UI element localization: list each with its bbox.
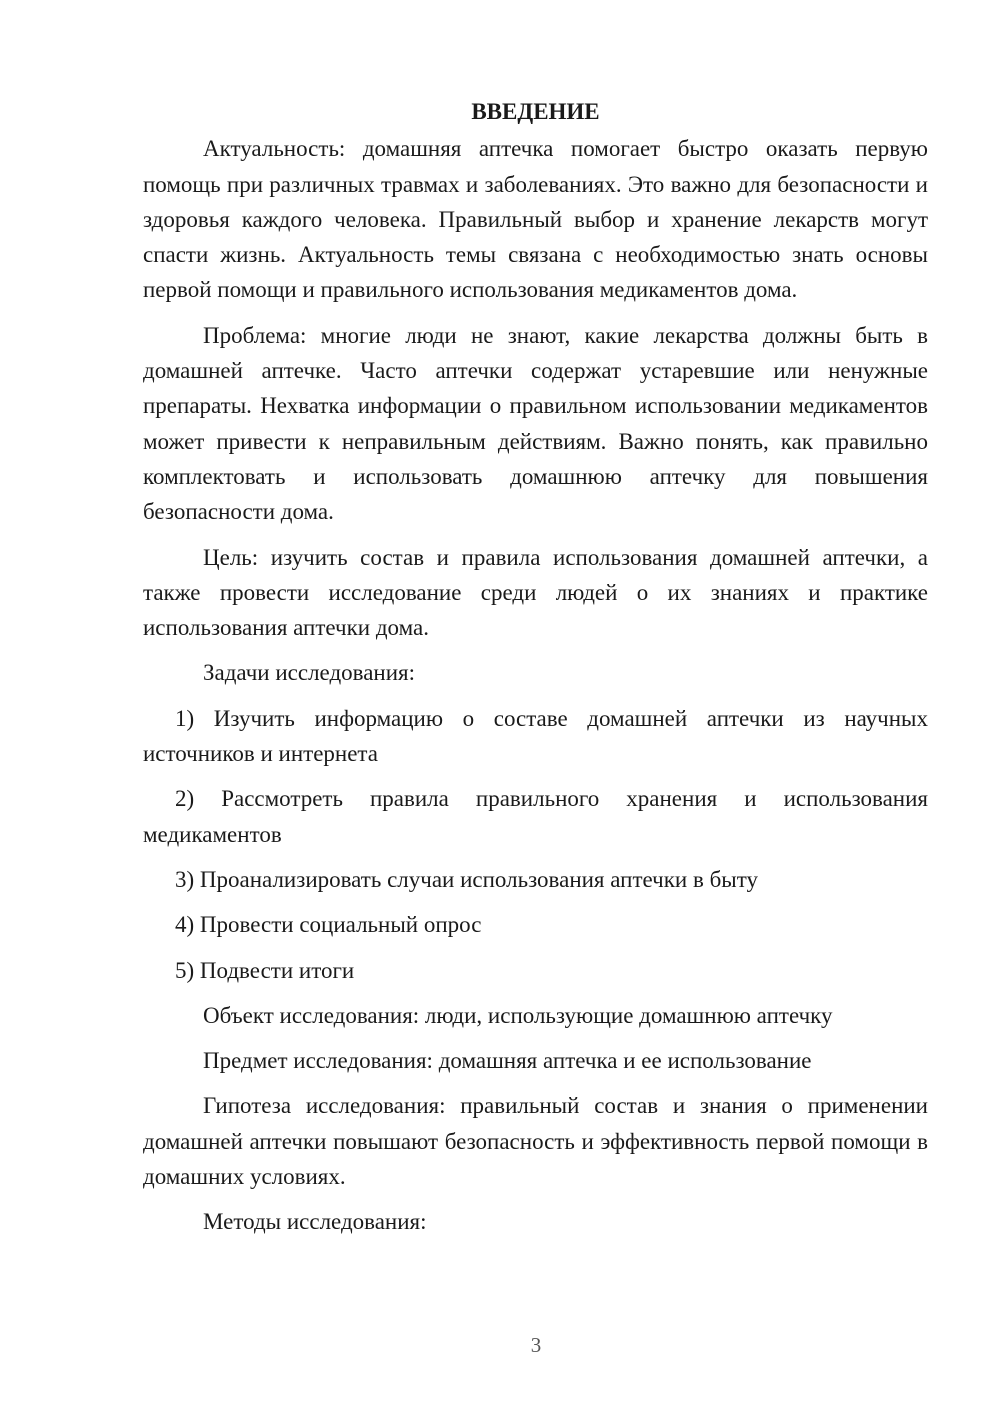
page-content	[143, 94, 928, 1250]
paragraph-goal: Цель: изучить состав и правила использования домашней аптечки, а также провести исследование среди людей о их знаниях и практике использования аптечки дома.	[143, 544, 928, 641]
paragraph-problem: Проблема: многие люди не знают, какие лекарства должны быть в домашней аптечке. Часто аптечки содержат устаревшие или ненужные препараты. Нехватка информации о правильном использовании медикаментов может привести к неправильным действиям. Важно понять, как правильно комплектовать и использовать домашнюю аптечку для повышения безопасности дома.	[143, 322, 928, 525]
task-item: 4) Провести социальный опрос	[175, 912, 482, 938]
task-item: 1) Изучить информацию о составе домашней аптечки из научных источников и интернета	[143, 705, 928, 767]
paragraph-hypothesis: Гипотеза исследования: правильный состав и знания о применении домашней аптечки повышают безопасность и эффективность первой помощи в домашних условиях.	[143, 1093, 928, 1190]
page-number: 3	[530, 1333, 542, 1357]
paragraph-relevance: Актуальность: домашняя аптечка помогает быстро оказать первую помощь при различных травмах и заболеваниях. Это важно для безопасности и здоровья каждого человека. Правильный выбор и хранение лекарств могут спасти жизнь. Актуальность темы связана с необходимостью знать основы первой помощи и правильного использования медикаментов дома.	[143, 136, 928, 303]
task-item: 3) Проанализировать случаи использования аптечки в быту	[175, 866, 758, 892]
task-item: 2) Рассмотреть правила правильного хранения и использования медикаментов	[143, 786, 928, 847]
task-item: 5) Подвести итоги	[175, 957, 355, 983]
paragraph-subject: Предмет исследования: домашняя аптечка и ее использование	[203, 1048, 812, 1074]
section-title: ВВЕДЕНИЕ	[471, 99, 600, 124]
paragraph-tasks-heading: Задачи исследования:	[203, 660, 416, 686]
paragraph-methods: Методы исследования:	[203, 1209, 427, 1235]
paragraph-object: Объект исследования: люди, использующие домашнюю аптечку	[203, 1002, 833, 1028]
